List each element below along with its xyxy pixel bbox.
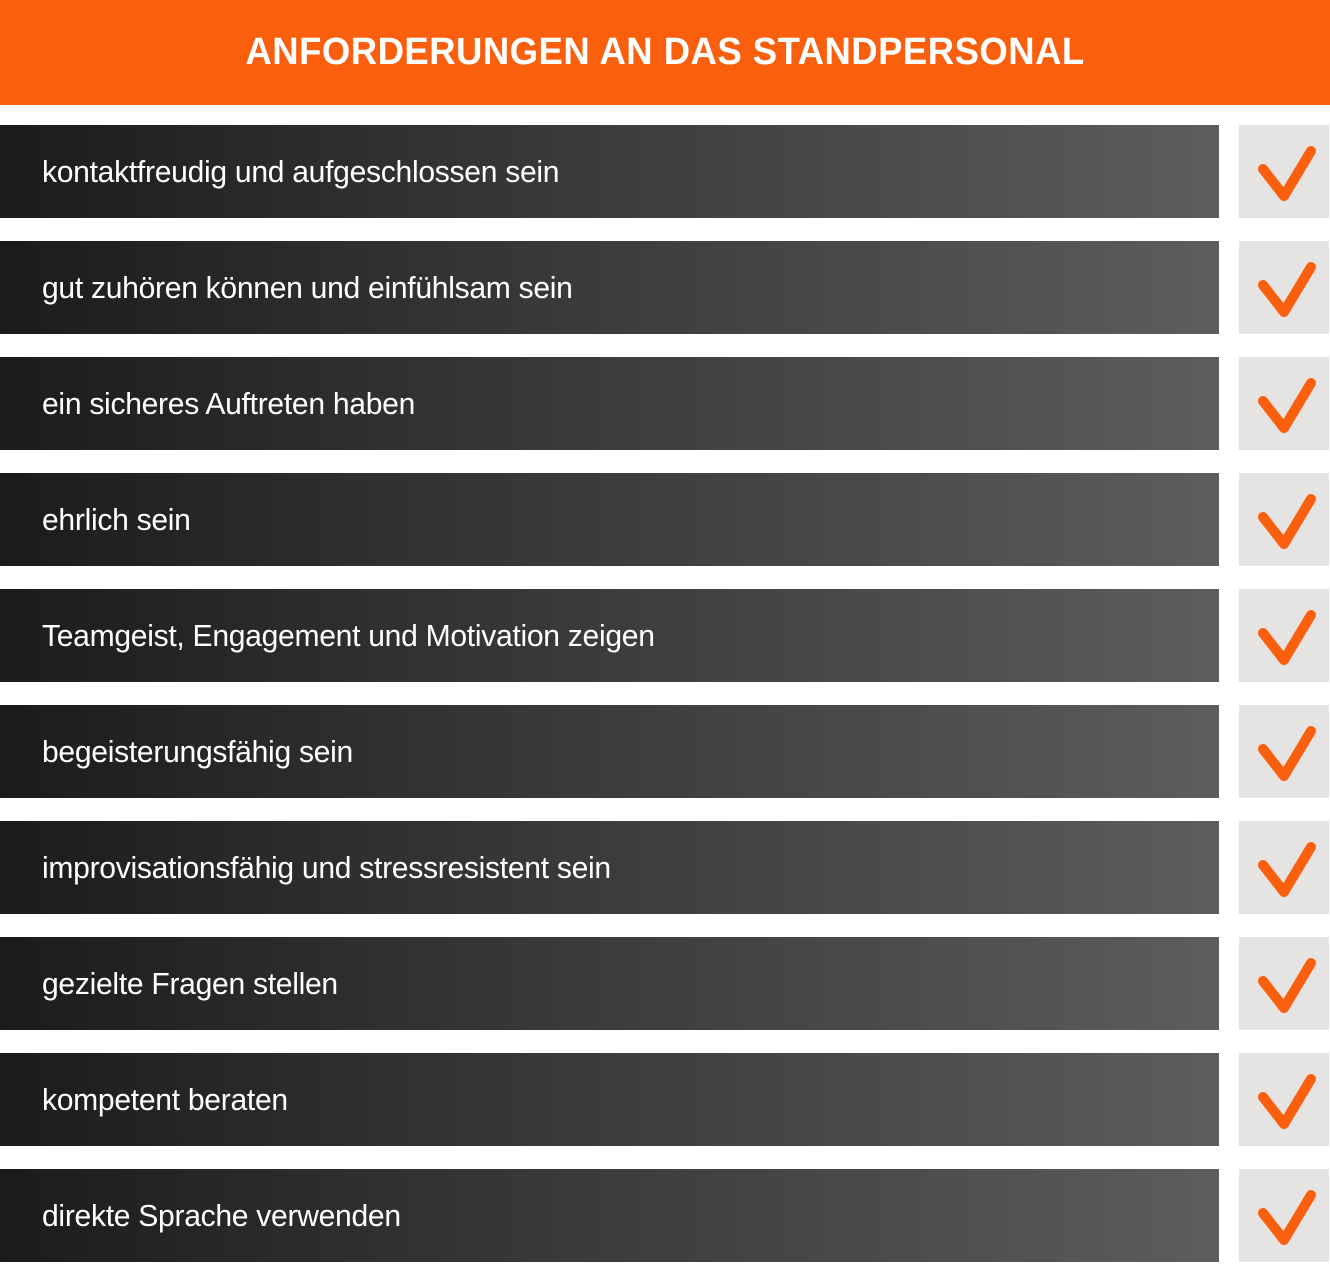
check-box [1239,125,1329,218]
check-mark-icon [1239,241,1329,334]
list-item [0,1053,1330,1146]
check-box [1239,1053,1329,1146]
check-mark-icon [1239,473,1329,566]
requirement-label: kompetent beraten [42,1081,288,1117]
header-banner [0,0,1330,105]
requirement-bar [0,125,1219,218]
requirement-bar [0,821,1219,914]
requirement-bar [0,705,1219,798]
requirement-label: begeisterungsfähig sein [42,733,353,769]
page-title: ANFORDERUNGEN AN DAS STANDPERSONAL [245,31,1085,73]
requirement-bar [0,1169,1219,1262]
requirement-label: ein sicheres Auftreten haben [42,385,416,421]
requirement-label: gut zuhören können und einfühlsam sein [42,269,573,305]
requirement-bar [0,1053,1219,1146]
check-mark-icon [1239,1053,1329,1146]
list-item [0,1169,1330,1262]
check-mark-icon [1239,821,1329,914]
list-item [0,937,1330,1030]
requirement-label: ehrlich sein [42,501,191,537]
check-box [1239,473,1329,566]
check-mark-icon [1239,589,1329,682]
list-item [0,589,1330,682]
requirement-bar [0,357,1219,450]
requirement-bar [0,241,1219,334]
check-mark-icon [1239,937,1329,1030]
check-mark-icon [1239,357,1329,450]
check-box [1239,821,1329,914]
check-mark-icon [1239,1169,1329,1262]
requirement-label: kontaktfreudig und aufgeschlossen sein [42,153,560,189]
check-box [1239,241,1329,334]
list-item [0,705,1330,798]
requirement-label: improvisationsfähig und stressresistent sein [42,849,611,885]
requirement-label: gezielte Fragen stellen [42,965,338,1001]
list-item [0,241,1330,334]
check-mark-icon [1239,125,1329,218]
check-box [1239,937,1329,1030]
list-item [0,357,1330,450]
list-item [0,473,1330,566]
check-box [1239,1169,1329,1262]
requirement-label: Teamgeist, Engagement und Motivation zeigen [42,617,655,653]
requirement-bar [0,589,1219,682]
list-item [0,821,1330,914]
requirement-bar [0,473,1219,566]
requirement-label: direkte Sprache verwenden [42,1197,401,1233]
requirement-bar [0,937,1219,1030]
list-item [0,125,1330,218]
checklist [0,125,1330,1262]
check-box [1239,589,1329,682]
check-mark-icon [1239,705,1329,798]
check-box [1239,357,1329,450]
check-box [1239,705,1329,798]
